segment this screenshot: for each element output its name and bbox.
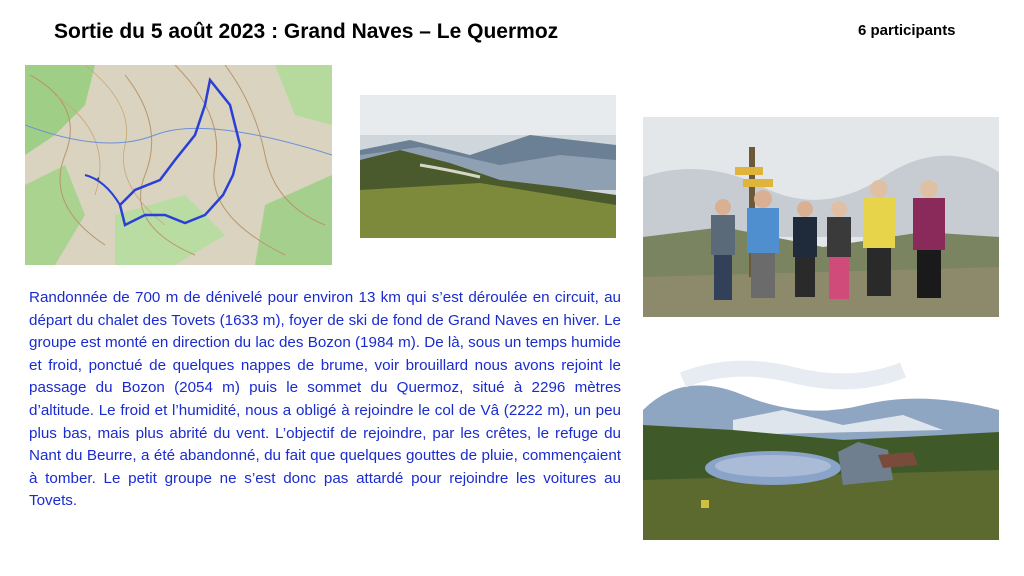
hike-description: Randonnée de 700 m de dénivelé pour environ 13 km qui s’est déroulée en circuit, au départ du chalet des Tovets (1633 m), foyer de ski de fond de Grand Naves en hiver. Le groupe est monté en direction du lac des Bozon (1984 m). De là, sous un temps humide et froid, ponctué de quelques nappes de brume, voir brouillard nous avons rejoint le passage du Bozon (2054 m) puis le sommet du Quermoz, situé à 2296 mètres d’altitude. Le froid et l’humidité, nous a obligé à rejoindre le col de Vâ (2222 m), un peu plus bas, mais plus abrité du vent. L’objectif de rejoindre, par les crêtes, le refuge du Nant du Beurre, a été abandonné, du fait que quelques gouttes de pluie, commençaient à tomber. Le petit groupe ne s’est donc pas attardé pour rejoindre les voitures au Tovets.: [29, 289, 621, 510]
slide-title: Sortie du 5 août 2023 : Grand Naves – Le Quermoz: [54, 20, 559, 43]
group-photo-image: [643, 117, 999, 317]
participants-count: 6 participants: [858, 22, 956, 39]
mountain-landscape-image: [360, 95, 616, 238]
lake-refuge-image: [643, 340, 999, 540]
svg-text:•: •: [97, 176, 100, 183]
route-map-image: [25, 65, 332, 265]
